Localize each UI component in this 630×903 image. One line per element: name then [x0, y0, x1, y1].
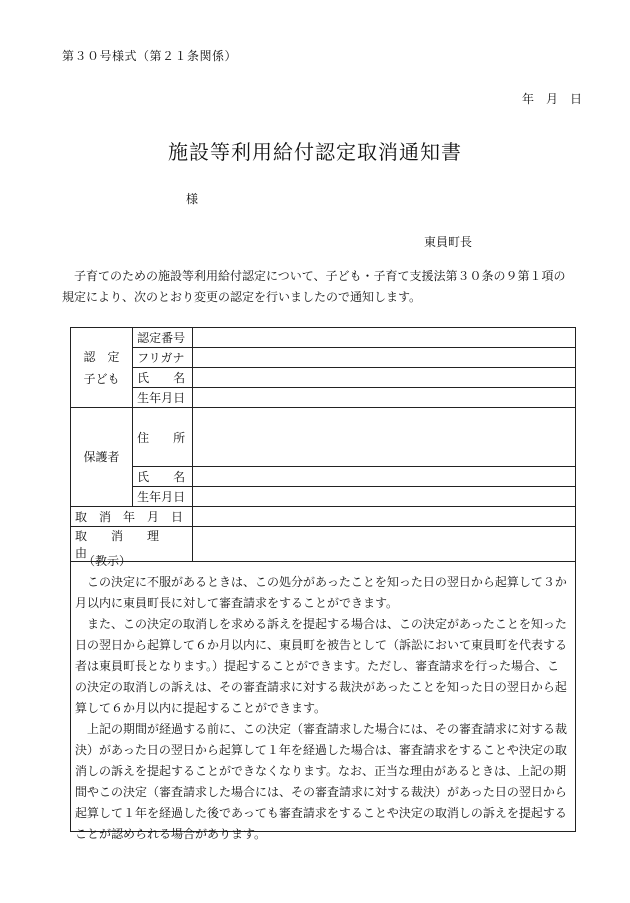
child-furigana-label: フリガナ [133, 348, 193, 368]
guardian-name-label: 氏 名 [133, 467, 193, 487]
date-line: 年 月 日 [521, 92, 582, 106]
cert-number-label: 認定番号 [133, 328, 193, 348]
guardian-group-label: 保護者 [71, 408, 133, 507]
cancel-date-value [193, 507, 576, 527]
form-number: 第３０号様式（第２１条関係） [62, 49, 238, 63]
guardian-birthdate-label: 生年月日 [133, 487, 193, 507]
cancel-reason-label: 取 消 理 由 [71, 527, 193, 562]
issuer-name: 東員町長 [424, 235, 473, 249]
child-group-line-1: 認 定 [83, 349, 120, 364]
notice-paragraph-1: この決定に不服があるときは、この処分があったことを知った日の翌日から起算して３か月以内に東員町長に対して審査請求をすることができます。 [75, 575, 567, 610]
child-birthdate-value [193, 388, 576, 408]
intro-text: 子育てのための施設等利用給付認定について、子ども・子育て支援法第３０条の９第１項の規定により、次のとおり変更の認定を行いましたので通知します。 [62, 269, 566, 304]
child-name-label: 氏 名 [133, 368, 193, 388]
cert-number-value [193, 328, 576, 348]
child-birthdate-label: 生年月日 [133, 388, 193, 408]
notice-paragraph-2: また、この決定の取消しを求める訴えを提起する場合は、この決定があったことを知った日の翌日から起算して６か月以内に、東員町を被告として（訴訟において東員町を代表する者は東員町長となります。）提起することができます。ただし、審査請求を行った場合、この決定の取消しの訴えは、その審査請求に対する裁決があったことを知った日の翌日から起算して６か月以内に提起することができます。 [75, 617, 568, 715]
child-group-label [71, 328, 133, 408]
guardian-address-value [193, 408, 576, 467]
notice-box [70, 550, 576, 841]
guardian-birthdate-value [193, 487, 576, 507]
child-furigana-value [193, 348, 576, 368]
certification-table [70, 327, 576, 562]
document-title: 施設等利用給付認定取消通知書 [168, 140, 462, 164]
guardian-address-label: 住 所 [133, 408, 193, 467]
notice-paragraph-3: 上記の期間が経過する前に、この決定（審査請求した場合には、その審査請求に対する裁決）があった日の翌日から起算して１年を経過した場合は、審査請求をすることや決定の取消しの訴えを提起することができなくなります。なお、正当な理由があるときは、上記の期間やこの決定（審査請求した場合には、その審査請求に対する裁決）があった日の翌日から起算して１年を経過した後であっても審査請求をすることや決定の取消しの訴えを提起することが認められる場合があります。 [75, 722, 568, 841]
cancel-date-label: 取 消 年 月 日 [71, 507, 193, 527]
notice-heading: （教示） [83, 554, 132, 568]
guardian-name-value [193, 467, 576, 487]
child-group-line-2: 子ども [83, 371, 120, 386]
child-name-value [193, 368, 576, 388]
addressee-suffix: 様 [186, 192, 199, 206]
